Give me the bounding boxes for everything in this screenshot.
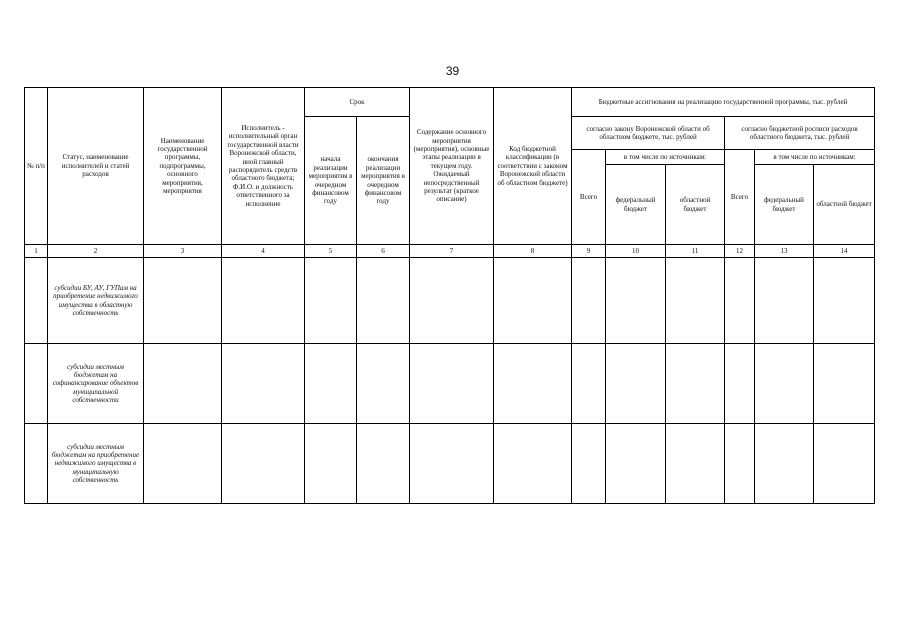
- header-program-name: Наименование государственной программы, подпрограммы, основного мероприятия, мероприятия: [144, 88, 222, 245]
- header-law-sources: в том числе по источникам:: [606, 150, 725, 165]
- table-cell: [606, 258, 666, 344]
- column-number: 1: [25, 245, 48, 258]
- column-number: 5: [305, 245, 357, 258]
- table-cell: [357, 424, 410, 504]
- expense-item-label: субсидии местным бюджетам на приобретение недвижимого имущества в муниципальную собственность: [48, 424, 144, 504]
- header-roster-federal: федеральный бюджет: [755, 165, 814, 245]
- table-cell: [606, 424, 666, 504]
- table-row: [25, 258, 875, 344]
- column-number: 12: [725, 245, 755, 258]
- header-status: Статус, наименование исполнителей и статей расходов: [48, 88, 144, 245]
- table-cell: [814, 258, 875, 344]
- table-cell: [357, 258, 410, 344]
- column-number: 8: [494, 245, 572, 258]
- table-cell: [572, 344, 606, 424]
- header-budget-code: Код бюджетной классификации (в соответствии с законом Воронежской области об областном бюджете): [494, 88, 572, 245]
- table-cell: [144, 424, 222, 504]
- table-cell: [144, 344, 222, 424]
- header-row-1: [25, 88, 875, 117]
- header-roster-sources: в том числе по источникам:: [755, 150, 875, 165]
- header-num: № п/п: [25, 88, 48, 245]
- table-cell: [572, 424, 606, 504]
- table-cell: [305, 258, 357, 344]
- table-cell: [666, 258, 725, 344]
- table-cell: [606, 344, 666, 424]
- column-number: 3: [144, 245, 222, 258]
- table-cell: [755, 424, 814, 504]
- table-cell: [725, 424, 755, 504]
- table-cell: [410, 258, 494, 344]
- table-cell: [410, 424, 494, 504]
- header-law-total: Всего: [572, 150, 606, 245]
- table-cell: [666, 344, 725, 424]
- table-cell: [357, 344, 410, 424]
- page-number: 39: [445, 64, 460, 78]
- table-cell: [25, 344, 48, 424]
- column-number: 4: [222, 245, 305, 258]
- column-number: 2: [48, 245, 144, 258]
- table-cell: [494, 424, 572, 504]
- table-cell: [222, 424, 305, 504]
- header-content: Содержание основного мероприятия (мероприятия), основные этапы реализации в текущем году. Ожидаемый непосредственный результат (краткое описание): [410, 88, 494, 245]
- table-cell: [494, 344, 572, 424]
- expense-item-label: субсидии БУ, АУ, ГУПам на приобретение недвижимого имущества в областную собственность: [48, 258, 144, 344]
- table-cell: [25, 424, 48, 504]
- table-cell: [755, 258, 814, 344]
- table-row: [25, 424, 875, 504]
- header-term: Срок: [305, 88, 410, 117]
- table-row: [25, 344, 875, 424]
- table-cell: [725, 258, 755, 344]
- table-cell: [305, 344, 357, 424]
- header-law-federal: федеральный бюджет: [606, 165, 666, 245]
- table-cell: [814, 344, 875, 424]
- table-cell: [222, 258, 305, 344]
- header-roster-total: Всего: [725, 150, 755, 245]
- table-cell: [222, 344, 305, 424]
- budget-table: [24, 87, 875, 504]
- column-number: 9: [572, 245, 606, 258]
- table-cell: [572, 258, 606, 344]
- table-cell: [755, 344, 814, 424]
- table-cell: [494, 258, 572, 344]
- column-number: 7: [410, 245, 494, 258]
- header-executor: Исполнитель - исполнительный орган государственной власти Воронежской области, иной главный распорядитель средств областного бюджета; Ф.И.О. и должность ответственного за исполнение: [222, 88, 305, 245]
- expense-item-label: субсидии местным бюджетам на софинансирование объектов муниципальной собственности: [48, 344, 144, 424]
- column-number: 13: [755, 245, 814, 258]
- header-budget-allocations: Бюджетные ассигнования на реализацию государственной программы, тыс. рублей: [572, 88, 875, 117]
- column-number: 6: [357, 245, 410, 258]
- header-by-roster: согласно бюджетной росписи расходов областного бюджета, тыс. рублей: [725, 117, 875, 150]
- column-number-row: [25, 245, 875, 258]
- column-number: 14: [814, 245, 875, 258]
- header-law-regional: областной бюджет: [666, 165, 725, 245]
- header-by-law: согласно закону Воронежской области об областном бюджете, тыс. рублей: [572, 117, 725, 150]
- table-cell: [814, 424, 875, 504]
- table-cell: [144, 258, 222, 344]
- table-cell: [25, 258, 48, 344]
- column-number: 11: [666, 245, 725, 258]
- table-cell: [410, 344, 494, 424]
- table-cell: [725, 344, 755, 424]
- table-cell: [305, 424, 357, 504]
- column-number: 10: [606, 245, 666, 258]
- header-roster-regional: областной бюджет: [814, 165, 875, 245]
- header-start: начала реализации мероприятия в очередном финансовом году: [305, 117, 357, 245]
- table-cell: [666, 424, 725, 504]
- header-end: окончания реализации мероприятия в очередном финансовом году: [357, 117, 410, 245]
